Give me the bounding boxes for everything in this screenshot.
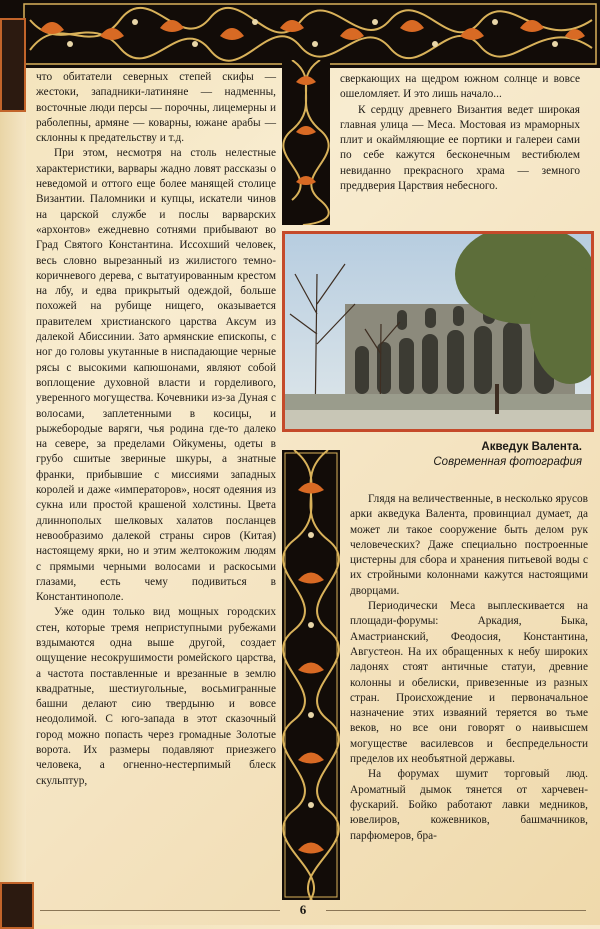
paragraph: Глядя на величественные, в несколько ярусов арки акведука Валента, провинциал думает, да может ли такое сооружение быть делом рук человеческих? Даже специально построенные цистерны для сбора и хранения питьевой воды с их стройными колоннами кажутся настоящими дворцами. xyxy=(350,493,588,597)
paragraph: что обитатели северных степей скифы — жестоки, западники-латиняне — надменны, восточные люди персы — порочны, лицемерны и раболепны, армяне — коварны, южане арабы — склонны к предательству и т.д. xyxy=(36,71,276,145)
knotwork-pattern-lower xyxy=(282,450,340,900)
paragraph: Периодически Меса выплескивается на площади-форумы: Аркадия, Быка, Амастрианский, Феодосия, Константина, Августеон. На их обращенных к небу широких ладонях стоят античные статуи, древние колонны и обелиски, привезенные из разных стран. Происхождение и первоначальное назначение этих изваяний теряется во тьме веков, но все они говорят о наивысшем могуществе василевсов и беспредельности пределов их необъятной державы. xyxy=(350,600,588,766)
aqueduct-photo xyxy=(282,231,594,432)
right-text-column-bottom xyxy=(350,492,588,907)
paragraph: При этом, несмотря на столь нелестные характеристики, варвары жадно ловят рассказы о неведомой и оттого еще более манящей столице Византии. Паломники и купцы, искатели чинов на царской службе и послы варварских «архонтов» ежедневно сотнями прибывают во Град Святого Константина. Иссохший человек, весь словно вырезанный из жилистого темно-коричневого дерева, с вытатуированным крестом на лбу, и едва прикрытый одеждой, больше похожей на рубище нищего, оказывается правителем христианского царства Аксум из далекой Абиссинии. Зато армянские епископы, с ног до головы укутанные в ниспадающие черные рясы с высокими капюшонами, являют собой воплощение духовной власти и горделивого, уверенного могущества. Кочевники из-за Дуная с волосами, заплетенными в косицы, и рыжебородые варяги, чья родина где-то далеко на севере, за пределами Ойкумены, одеты в грубо сшитые звериные шкуры, а знатные франки, прибывшие с миссиями западных королей и даже «императоров», носят одеяния из сукна или простой крашеной холстины. Цвета длиннополых шелковых халатов посланцев невообразимо далекой страны сиров (Китая) настоящему ярки, но и этим желтокожим людям с прямыми черными волосами и раскосыми глазами, есть чему подивиться в Константинополе. xyxy=(36,147,276,604)
paragraph: К сердцу древнего Византия ведет широкая главная улица — Меса. Мостовая из мраморных плит и окаймляющие ее портики и галереи сами по себе кажутся бесконечным вестибюлем невиданно прекрасного храма — земного преддверия Царствия небесного. xyxy=(340,103,580,193)
top-ornamental-border xyxy=(0,0,600,68)
paragraph: сверкающих на щедром южном солнце и вовсе ошеломляет. И это лишь начало... xyxy=(340,73,580,101)
right-text-column-top xyxy=(340,72,580,228)
footer-rule-left xyxy=(40,910,280,911)
corner-ornament-bottom-left xyxy=(0,882,34,929)
aqueduct-illustration xyxy=(285,234,591,429)
paragraph: На форумах шумит торговый люд. Ароматный дымок тянется от харчевен-фускарий. Бойко работают лавки медников, ювелиров, кожевников, башмачников, парфюмеров, бра- xyxy=(350,768,588,842)
left-margin-band xyxy=(0,0,26,925)
vertical-ornament-lower xyxy=(282,450,340,900)
knotwork-pattern-top xyxy=(0,0,600,68)
corner-ornament-top-left xyxy=(0,18,26,112)
caption-title: Акведук Валента. xyxy=(481,441,582,453)
caption-subtitle: Современная фотография xyxy=(433,456,582,468)
photo-caption xyxy=(360,440,582,470)
left-text-column xyxy=(36,70,276,905)
page-number: 6 xyxy=(299,902,307,917)
paragraph: Уже один только вид мощных городских стен, которые тремя неприступными рубежами вздымаются одна выше другой, создает ощущение несокрушимости ромейского царства, а частота поставленные и врезанные в землю квадратные, шестиугольные, восьмигранные башни делают сию твердыню и вовсе неодолимой. С юго-запада в этот сказочный город можно попасть через громадные Золотые ворота. Их размеры подавляют приезжего человека, а огненно-нестерпимый блеск скульптур, xyxy=(36,606,276,787)
footer-rule-right xyxy=(326,910,586,911)
vertical-ornament-upper xyxy=(282,60,330,225)
knotwork-pattern-upper xyxy=(282,60,330,225)
